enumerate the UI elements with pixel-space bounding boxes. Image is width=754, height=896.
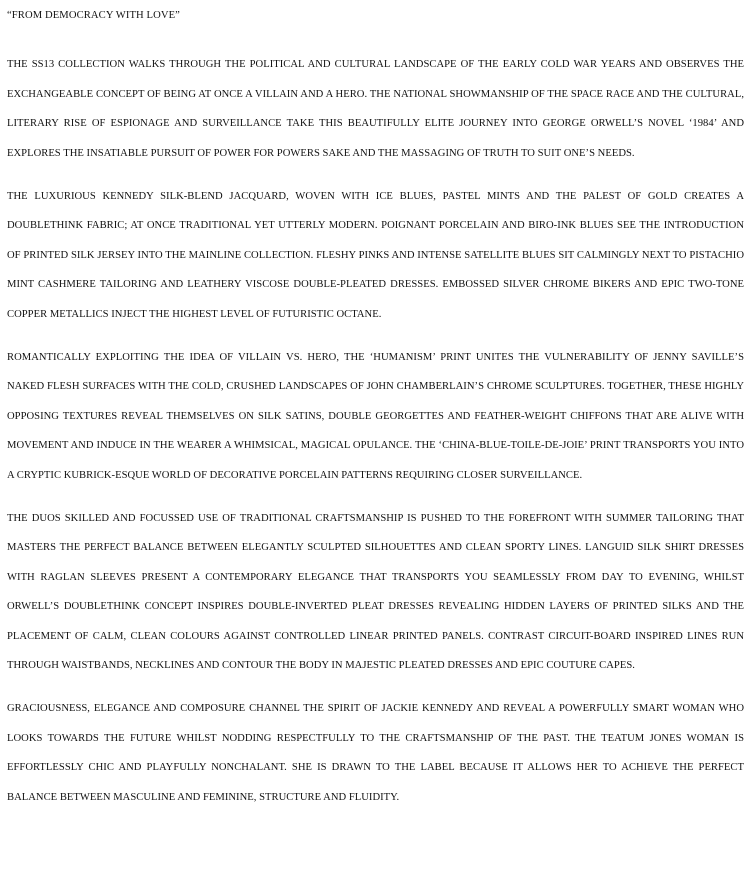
document-page: [7, 5, 744, 826]
document-title: “FROM DEMOCRACY WITH LOVE”: [7, 10, 180, 21]
paragraph-2: THE LUXURIOUS KENNEDY SILK-BLEND JACQUARD, WOVEN WITH ICE BLUES, PASTEL MINTS AND THE PALEST OF GOLD CREATES A DOUBLETHINK FABRIC; AT ONCE TRADITIONAL YET UTTERLY MODERN. POIGNANT PORCELAIN AND BIRO-INK BLUES SEE THE INTRODUCTION OF PRINTED SILK JERSEY INTO THE MAINLINE COLLECTION. FLESHY PINKS AND INTENSE SATELLITE BLUES SIT CALMINGLY NEXT TO PISTACHIO MINT CASHMERE TAILORING AND LEATHERY VISCOSE DOUBLE-PLEATED DRESSES. EMBOSSED SILVER CHROME BIKERS AND EPIC TWO-TONE COPPER METALLICS INJECT THE HIGHEST LEVEL OF FUTURISTIC OCTANE.: [7, 190, 744, 320]
paragraph-1: THE SS13 COLLECTION WALKS THROUGH THE POLITICAL AND CULTURAL LANDSCAPE OF THE EARLY COLD WAR YEARS AND OBSERVES THE EXCHANGEABLE CONCEPT OF BEING AT ONCE A VILLAIN AND A HERO. THE NATIONAL SHOWMANSHIP OF THE SPACE RACE AND THE CULTURAL, LITERARY RISE OF ESPIONAGE AND SURVEILLANCE TAKE THIS BEAUTIFULLY ELITE JOURNEY INTO GEORGE ORWELL’S NOVEL ‘1984’ AND EXPLORES THE INSATIABLE PURSUIT OF POWER FOR POWERS SAKE AND THE MASSAGING OF TRUTH TO SUIT ONE’S NEEDS.: [7, 59, 744, 159]
paragraph-3: ROMANTICALLY EXPLOITING THE IDEA OF VILLAIN VS. HERO, THE ‘HUMANISM’ PRINT UNITES THE VULNERABILITY OF JENNY SAVILLE’S NAKED FLESH SURFACES WITH THE COLD, CRUSHED LANDSCAPES OF JOHN CHAMBERLAIN’S CHROME SCULPTURES. TOGETHER, THESE HIGHLY OPPOSING TEXTURES REVEAL THEMSELVES ON SILK SATINS, DOUBLE GEORGETTES AND FEATHER-WEIGHT CHIFFONS THAT ARE ALIVE WITH MOVEMENT AND INDUCE IN THE WEARER A WHIMSICAL, MAGICAL OPULANCE. THE ‘CHINA-BLUE-TOILE-DE-JOIE’ PRINT TRANSPORTS YOU INTO A CRYPTIC KUBRICK-ESQUE WORLD OF DECORATIVE PORCELAIN PATTERNS REQUIRING CLOSER SURVEILLANCE.: [7, 351, 744, 481]
paragraph-4: THE DUOS SKILLED AND FOCUSSED USE OF TRADITIONAL CRAFTSMANSHIP IS PUSHED TO THE FOREFRONT WITH SUMMER TAILORING THAT MASTERS THE PERFECT BALANCE BETWEEN ELEGANTLY SCULPTED SILHOUETTES AND CLEAN SPORTY LINES. LANGUID SILK SHIRT DRESSES WITH RAGLAN SLEEVES PRESENT A CONTEMPORARY ELEGANCE THAT TRANSPORTS YOU SEAMLESSLY FROM DAY TO EVENING, WHILST ORWELL’S DOUBLETHINK CONCEPT INSPIRES DOUBLE-INVERTED PLEAT DRESSES REVEALING HIDDEN LAYERS OF PRINTED SILKS AND THE PLACEMENT OF CALM, CLEAN COLOURS AGAINST CONTROLLED LINEAR PRINTED PANELS. CONTRAST CIRCUIT-BOARD INSPIRED LINES RUN THROUGH WAISTBANDS, NECKLINES AND CONTOUR THE BODY IN MAJESTIC PLEATED DRESSES AND EPIC COUTURE CAPES.: [7, 512, 744, 672]
paragraph-5: GRACIOUSNESS, ELEGANCE AND COMPOSURE CHANNEL THE SPIRIT OF JACKIE KENNEDY AND REVEAL A POWERFULLY SMART WOMAN WHO LOOKS TOWARDS THE FUTURE WHILST NODDING RESPECTFULLY TO THE CRAFTSMANSHIP OF THE PAST. THE TEATUM JONES WOMAN IS EFFORTLESSLY CHIC AND PLAYFULLY NONCHALANT. SHE IS DRAWN TO THE LABEL BECAUSE IT ALLOWS HER TO ACHIEVE THE PERFECT BALANCE BETWEEN MASCULINE AND FEMININE, STRUCTURE AND FLUIDITY.: [7, 703, 744, 803]
